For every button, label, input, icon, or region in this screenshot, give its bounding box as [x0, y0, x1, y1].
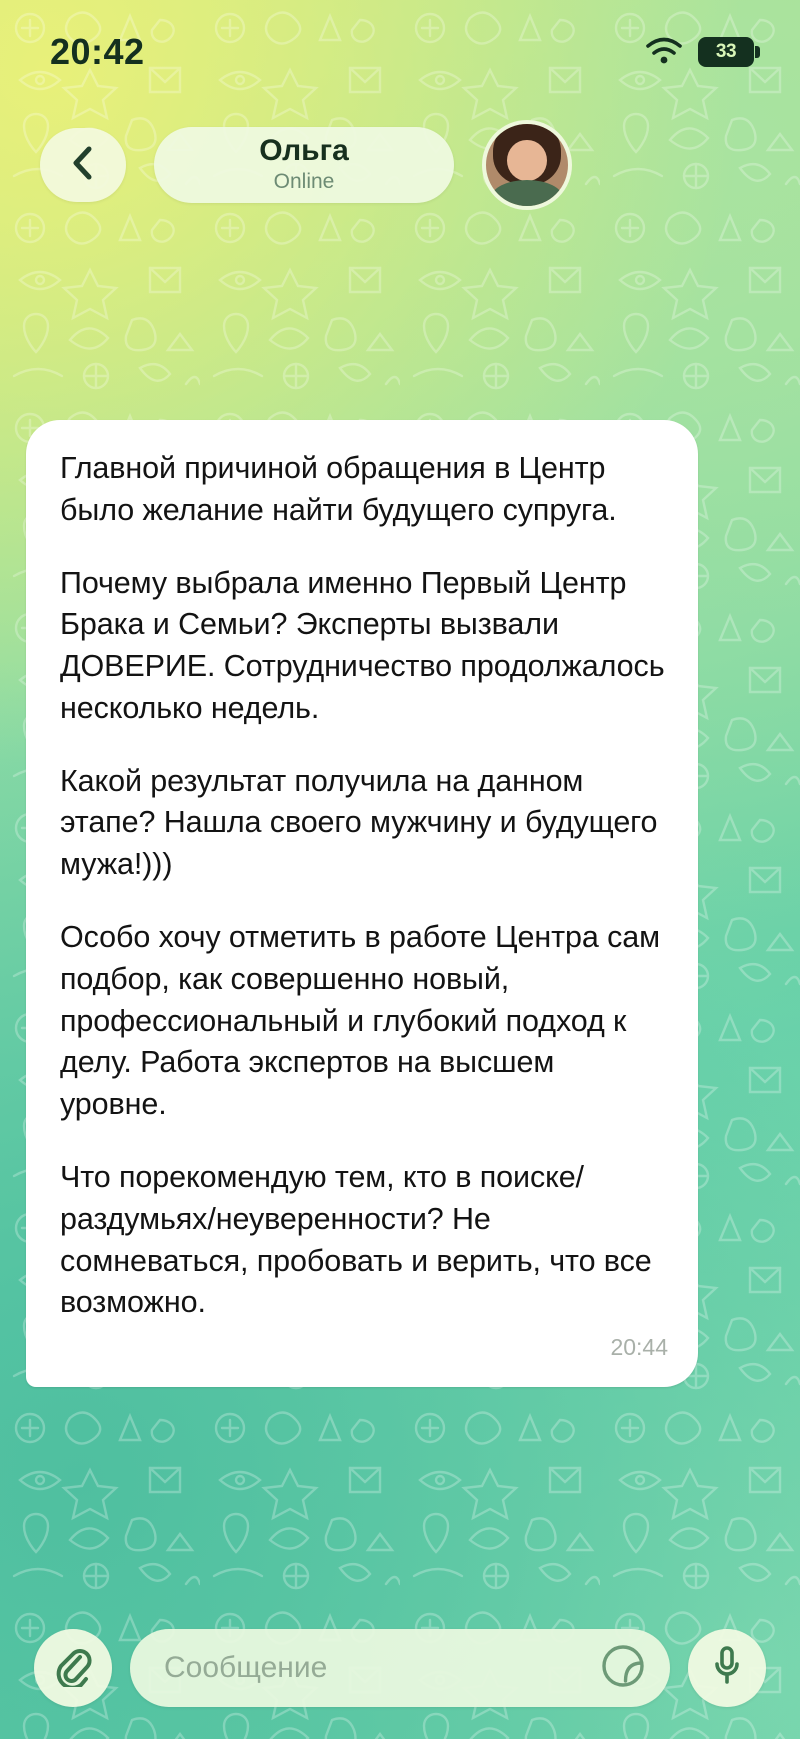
message-paragraph: Почему выбрала именно Первый Центр Брака и Семьи? Эксперты вызвали ДОВЕРИЕ. Сотрудничество продолжалось несколько недель. [60, 565, 665, 725]
status-bar-time: 20:42 [50, 31, 145, 72]
attach-button[interactable] [34, 1629, 112, 1707]
message-paragraph: Какой результат получила на данном этапе? Нашла своего мужчину и будущего мужа!))) [60, 763, 658, 882]
microphone-icon [711, 1644, 743, 1693]
avatar[interactable] [482, 120, 572, 210]
message-composer [0, 1629, 800, 1707]
message-bubble-incoming[interactable] [26, 420, 698, 1387]
message-paragraph: Главной причиной обращения в Центр было желание найти будущего супруга. [60, 451, 617, 527]
message-paragraph: Что порекомендую тем, кто в поиске/раздумьях/неуверенности? Не сомневаться, пробовать и верить, что все возможно. [60, 1159, 652, 1320]
battery-level-label: 33 [715, 41, 737, 62]
contact-status: Online [273, 169, 335, 193]
status-bar [0, 0, 800, 104]
avatar-body [491, 180, 563, 210]
wifi-icon [644, 35, 684, 70]
message-input-placeholder[interactable]: Сообщение [164, 1651, 328, 1684]
chevron-left-icon [68, 143, 98, 188]
chat-header [0, 104, 800, 220]
message-paragraph: Особо хочу отметить в работе Центра сам подбор, как совершенно новый, профессиональный и глубокий подход к делу. Работа экспертов на высшем уровне. [60, 920, 660, 1122]
avatar-face [507, 140, 546, 181]
status-bar-indicators [644, 35, 754, 70]
contact-name: Ольга [259, 133, 349, 167]
back-button[interactable] [40, 128, 126, 202]
paperclip-icon [53, 1645, 93, 1692]
message-list[interactable] [0, 220, 800, 1739]
voice-record-button[interactable] [688, 1629, 766, 1707]
message-timestamp: 20:44 [610, 1334, 668, 1361]
sticker-icon[interactable] [600, 1643, 646, 1694]
chat-title-pill[interactable] [154, 127, 454, 203]
message-input-container[interactable] [130, 1629, 670, 1707]
battery-indicator [698, 37, 754, 67]
